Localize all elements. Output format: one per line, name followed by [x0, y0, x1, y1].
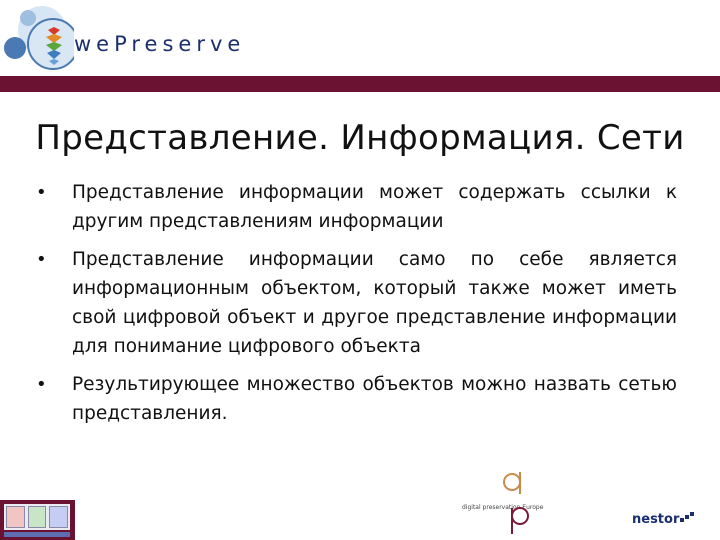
bullet-text: Результирующее множество объектов можно назвать сетью представления. [72, 374, 677, 424]
header [0, 0, 720, 80]
bullet-marker: • [36, 182, 47, 203]
bullet-marker: • [36, 249, 47, 270]
bullet-item [32, 370, 677, 428]
bullet-text: Представление информации может содержать ссылки к другим представлениям информации [72, 182, 677, 232]
slide-title: Представление. Информация. Сети [35, 118, 685, 158]
bullet-item [32, 245, 677, 361]
header-bar [0, 76, 720, 92]
footer-logo-tile-icon [49, 506, 68, 528]
nestor-mark-icon [680, 512, 694, 526]
footer-logo-tile-icon [6, 506, 25, 528]
bullet-list [32, 178, 677, 437]
dpe-logo-icon [458, 470, 538, 536]
bullet-item [32, 178, 677, 236]
bullet-marker: • [36, 374, 47, 395]
bullet-text: Представление информации само по себе является информационным объектом, который также может иметь свой цифровой объект и другое представление информации для понимание цифрового объекта [72, 249, 677, 357]
dpe-tagline: digital preservation Europe [462, 504, 544, 511]
footer-logo-strip [4, 532, 70, 537]
brand-name: wePreserve [74, 32, 246, 56]
nestor-logo: nestor [632, 512, 680, 527]
footer-left-logo [0, 500, 75, 540]
wepreserve-logo-icon [0, 4, 74, 80]
footer-logo-panel [4, 504, 70, 530]
footer-logo-tile-icon [28, 506, 47, 528]
